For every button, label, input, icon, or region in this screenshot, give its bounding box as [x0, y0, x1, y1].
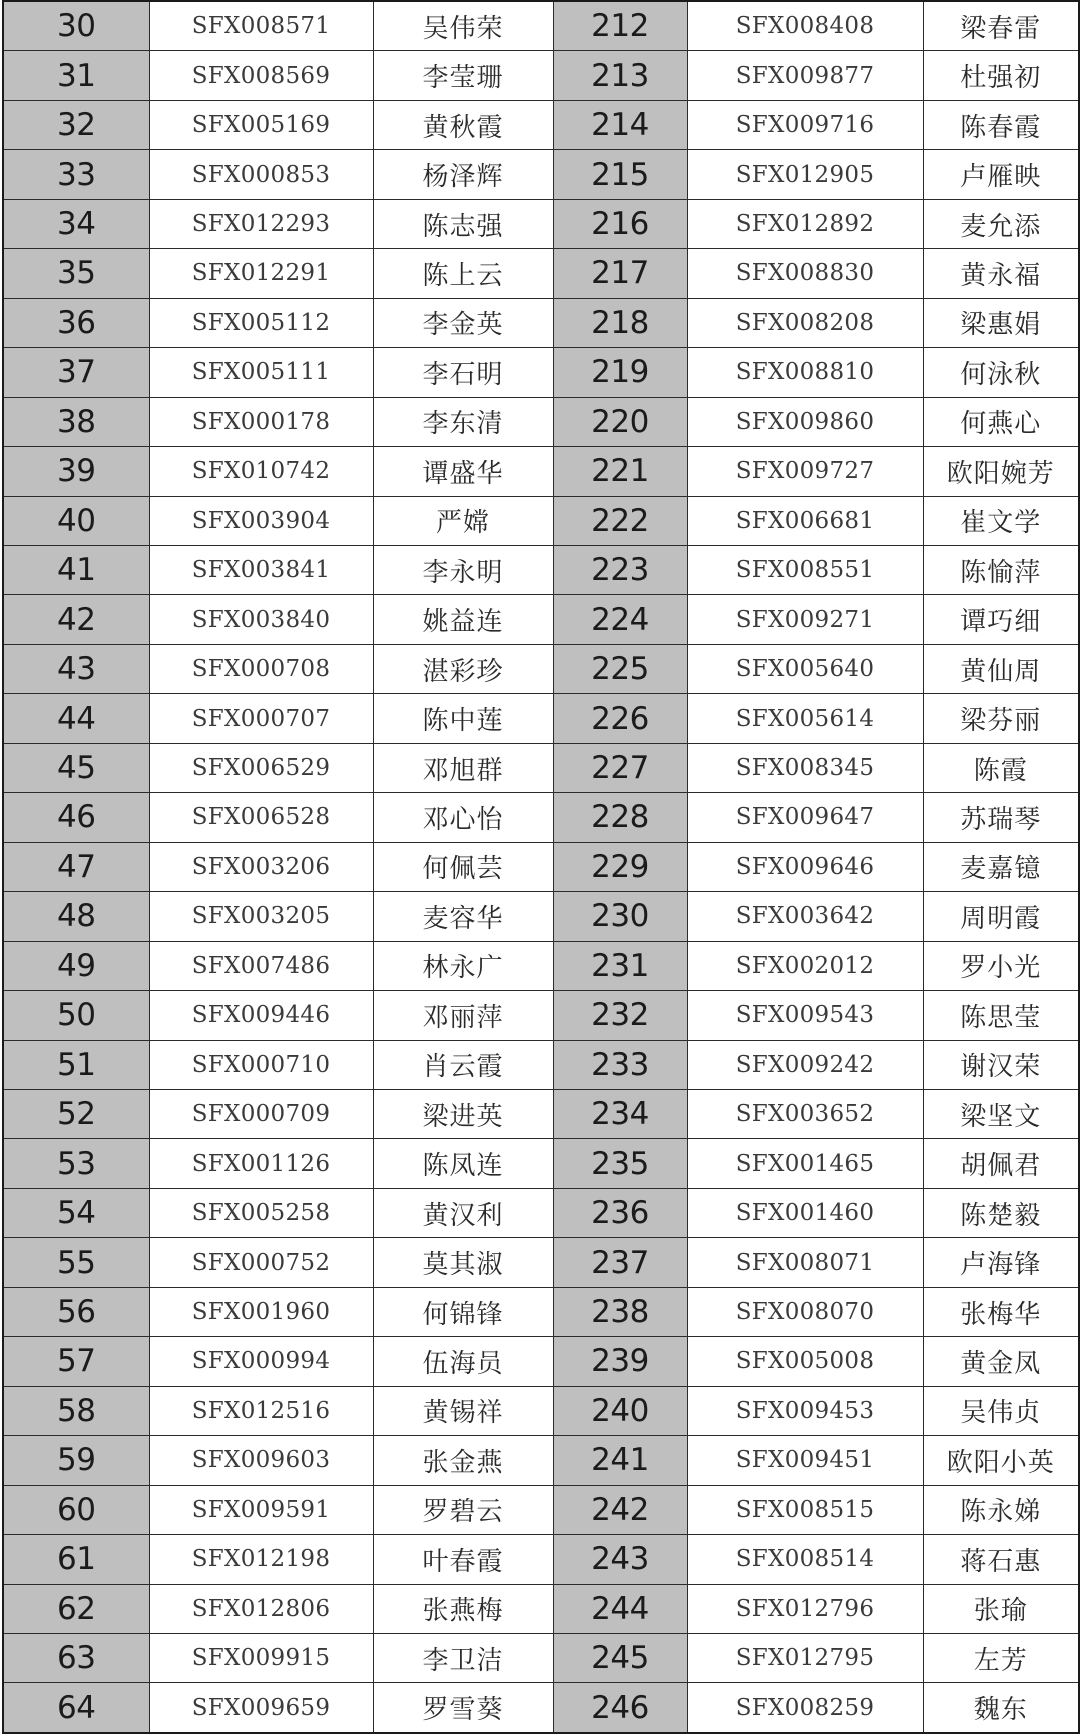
left-name-cell: 谭盛华: [373, 447, 553, 496]
left-number-cell: 56: [3, 1287, 149, 1336]
left-name-cell: 姚益连: [373, 595, 553, 644]
right-name-cell: 梁芬丽: [923, 694, 1079, 743]
left-number-cell: 36: [3, 298, 149, 347]
right-code-cell: SFX009860: [687, 397, 923, 446]
right-number-cell: 218: [553, 298, 687, 347]
right-code-cell: SFX009647: [687, 793, 923, 842]
table-row: [3, 644, 1079, 693]
right-name-cell: 罗小光: [923, 941, 1079, 990]
right-number-cell: 240: [553, 1386, 687, 1435]
left-code-cell: SFX003841: [149, 545, 373, 594]
table-row: [3, 496, 1079, 545]
left-code-cell: SFX003206: [149, 842, 373, 891]
right-number-cell: 244: [553, 1584, 687, 1633]
right-number-cell: 219: [553, 348, 687, 397]
left-name-cell: 肖云霞: [373, 1040, 553, 1089]
left-number-cell: 61: [3, 1535, 149, 1584]
left-name-cell: 邓丽萍: [373, 991, 553, 1040]
table-row: [3, 1683, 1079, 1733]
table-row: [3, 991, 1079, 1040]
left-number-cell: 45: [3, 743, 149, 792]
left-code-cell: SFX003904: [149, 496, 373, 545]
right-code-cell: SFX008551: [687, 545, 923, 594]
left-name-cell: 莫其淑: [373, 1238, 553, 1287]
right-number-cell: 216: [553, 199, 687, 248]
left-number-cell: 50: [3, 991, 149, 1040]
table-row: [3, 1633, 1079, 1682]
left-number-cell: 51: [3, 1040, 149, 1089]
right-number-cell: 215: [553, 150, 687, 199]
right-name-cell: 左芳: [923, 1633, 1079, 1682]
left-number-cell: 32: [3, 100, 149, 149]
left-name-cell: 严嫦: [373, 496, 553, 545]
left-code-cell: SFX009659: [149, 1683, 373, 1733]
left-code-cell: SFX012198: [149, 1535, 373, 1584]
right-code-cell: SFX009727: [687, 447, 923, 496]
right-code-cell: SFX008515: [687, 1485, 923, 1534]
left-name-cell: 何锦锋: [373, 1287, 553, 1336]
right-number-cell: 221: [553, 447, 687, 496]
left-name-cell: 李金英: [373, 298, 553, 347]
right-name-cell: 卢雁映: [923, 150, 1079, 199]
right-code-cell: SFX008830: [687, 249, 923, 298]
right-name-cell: 蒋石惠: [923, 1535, 1079, 1584]
right-number-cell: 222: [553, 496, 687, 545]
right-code-cell: SFX008208: [687, 298, 923, 347]
right-name-cell: 陈愉萍: [923, 545, 1079, 594]
right-code-cell: SFX008810: [687, 348, 923, 397]
right-name-cell: 张瑜: [923, 1584, 1079, 1633]
right-code-cell: SFX001460: [687, 1188, 923, 1237]
right-number-cell: 213: [553, 51, 687, 100]
right-number-cell: 245: [553, 1633, 687, 1682]
left-name-cell: 林永广: [373, 941, 553, 990]
table-row: [3, 249, 1079, 298]
left-name-cell: 李莹珊: [373, 51, 553, 100]
right-code-cell: SFX009716: [687, 100, 923, 149]
right-name-cell: 陈思莹: [923, 991, 1079, 1040]
left-code-cell: SFX000710: [149, 1040, 373, 1089]
left-code-cell: SFX007486: [149, 941, 373, 990]
left-code-cell: SFX000709: [149, 1089, 373, 1138]
left-name-cell: 陈上云: [373, 249, 553, 298]
right-name-cell: 谭巧细: [923, 595, 1079, 644]
right-name-cell: 欧阳婉芳: [923, 447, 1079, 496]
left-code-cell: SFX009591: [149, 1485, 373, 1534]
left-name-cell: 黄汉利: [373, 1188, 553, 1237]
right-number-cell: 227: [553, 743, 687, 792]
table-row: [3, 100, 1079, 149]
right-code-cell: SFX008259: [687, 1683, 923, 1733]
right-code-cell: SFX009543: [687, 991, 923, 1040]
left-name-cell: 何佩芸: [373, 842, 553, 891]
left-name-cell: 麦容华: [373, 892, 553, 941]
right-code-cell: SFX009646: [687, 842, 923, 891]
right-number-cell: 238: [553, 1287, 687, 1336]
left-code-cell: SFX012806: [149, 1584, 373, 1633]
left-name-cell: 张燕梅: [373, 1584, 553, 1633]
left-code-cell: SFX005169: [149, 100, 373, 149]
right-number-cell: 242: [553, 1485, 687, 1534]
right-number-cell: 232: [553, 991, 687, 1040]
right-code-cell: SFX001465: [687, 1139, 923, 1188]
right-code-cell: SFX009271: [687, 595, 923, 644]
right-number-cell: 234: [553, 1089, 687, 1138]
left-number-cell: 39: [3, 447, 149, 496]
table-row: [3, 150, 1079, 199]
right-code-cell: SFX003642: [687, 892, 923, 941]
left-number-cell: 64: [3, 1683, 149, 1733]
table-row: [3, 545, 1079, 594]
left-number-cell: 40: [3, 496, 149, 545]
right-code-cell: SFX005614: [687, 694, 923, 743]
right-name-cell: 黄永福: [923, 249, 1079, 298]
left-number-cell: 30: [3, 1, 149, 51]
left-code-cell: SFX005111: [149, 348, 373, 397]
left-code-cell: SFX005112: [149, 298, 373, 347]
right-name-cell: 梁坚文: [923, 1089, 1079, 1138]
table-row: [3, 892, 1079, 941]
left-code-cell: SFX000752: [149, 1238, 373, 1287]
table-row: [3, 1386, 1079, 1435]
left-number-cell: 53: [3, 1139, 149, 1188]
table-row: [3, 1, 1079, 51]
left-number-cell: 46: [3, 793, 149, 842]
member-list-table: [2, 0, 1080, 1734]
table-row: [3, 1139, 1079, 1188]
left-number-cell: 54: [3, 1188, 149, 1237]
left-name-cell: 李永明: [373, 545, 553, 594]
table-row: [3, 51, 1079, 100]
right-code-cell: SFX002012: [687, 941, 923, 990]
left-number-cell: 33: [3, 150, 149, 199]
left-code-cell: SFX009603: [149, 1436, 373, 1485]
left-number-cell: 52: [3, 1089, 149, 1138]
left-name-cell: 邓旭群: [373, 743, 553, 792]
left-code-cell: SFX006529: [149, 743, 373, 792]
right-number-cell: 235: [553, 1139, 687, 1188]
left-code-cell: SFX000707: [149, 694, 373, 743]
right-code-cell: SFX008514: [687, 1535, 923, 1584]
left-code-cell: SFX008569: [149, 51, 373, 100]
right-name-cell: 周明霞: [923, 892, 1079, 941]
table-row: [3, 743, 1079, 792]
left-code-cell: SFX003205: [149, 892, 373, 941]
right-name-cell: 陈永娣: [923, 1485, 1079, 1534]
left-name-cell: 黄秋霞: [373, 100, 553, 149]
right-number-cell: 237: [553, 1238, 687, 1287]
right-name-cell: 梁春雷: [923, 1, 1079, 51]
left-name-cell: 伍海员: [373, 1337, 553, 1386]
table-row: [3, 595, 1079, 644]
left-code-cell: SFX005258: [149, 1188, 373, 1237]
left-name-cell: 李石明: [373, 348, 553, 397]
table-row: [3, 447, 1079, 496]
right-number-cell: 217: [553, 249, 687, 298]
left-code-cell: SFX012516: [149, 1386, 373, 1435]
right-code-cell: SFX008070: [687, 1287, 923, 1336]
right-name-cell: 杜强初: [923, 51, 1079, 100]
table-row: [3, 1040, 1079, 1089]
left-name-cell: 陈志强: [373, 199, 553, 248]
right-name-cell: 吴伟贞: [923, 1386, 1079, 1435]
right-code-cell: SFX005008: [687, 1337, 923, 1386]
right-number-cell: 241: [553, 1436, 687, 1485]
left-code-cell: SFX009915: [149, 1633, 373, 1682]
left-number-cell: 31: [3, 51, 149, 100]
left-code-cell: SFX000853: [149, 150, 373, 199]
right-name-cell: 黄仙周: [923, 644, 1079, 693]
right-name-cell: 卢海锋: [923, 1238, 1079, 1287]
table-row: [3, 1337, 1079, 1386]
right-number-cell: 224: [553, 595, 687, 644]
left-number-cell: 35: [3, 249, 149, 298]
table-row: [3, 397, 1079, 446]
left-name-cell: 黄锡祥: [373, 1386, 553, 1435]
right-name-cell: 陈春霞: [923, 100, 1079, 149]
table-row: [3, 941, 1079, 990]
table-row: [3, 1584, 1079, 1633]
right-number-cell: 229: [553, 842, 687, 891]
left-name-cell: 李东清: [373, 397, 553, 446]
table-row: [3, 298, 1079, 347]
right-number-cell: 212: [553, 1, 687, 51]
right-name-cell: 何燕心: [923, 397, 1079, 446]
left-code-cell: SFX008571: [149, 1, 373, 51]
table-row: [3, 793, 1079, 842]
table-row: [3, 1089, 1079, 1138]
left-name-cell: 李卫洁: [373, 1633, 553, 1682]
table-body: [3, 1, 1079, 1733]
right-name-cell: 梁惠娟: [923, 298, 1079, 347]
table-row: [3, 1188, 1079, 1237]
left-name-cell: 陈中莲: [373, 694, 553, 743]
right-name-cell: 苏瑞琴: [923, 793, 1079, 842]
right-code-cell: SFX009242: [687, 1040, 923, 1089]
table-row: [3, 1485, 1079, 1534]
left-number-cell: 37: [3, 348, 149, 397]
left-number-cell: 49: [3, 941, 149, 990]
left-name-cell: 叶春霞: [373, 1535, 553, 1584]
left-name-cell: 杨泽辉: [373, 150, 553, 199]
right-code-cell: SFX009453: [687, 1386, 923, 1435]
left-number-cell: 48: [3, 892, 149, 941]
right-code-cell: SFX009877: [687, 51, 923, 100]
left-number-cell: 58: [3, 1386, 149, 1435]
right-name-cell: 陈楚毅: [923, 1188, 1079, 1237]
left-name-cell: 湛彩珍: [373, 644, 553, 693]
left-name-cell: 罗碧云: [373, 1485, 553, 1534]
table-row: [3, 348, 1079, 397]
left-code-cell: SFX001960: [149, 1287, 373, 1336]
right-code-cell: SFX005640: [687, 644, 923, 693]
right-number-cell: 246: [553, 1683, 687, 1733]
left-number-cell: 41: [3, 545, 149, 594]
right-number-cell: 220: [553, 397, 687, 446]
table-row: [3, 842, 1079, 891]
left-number-cell: 59: [3, 1436, 149, 1485]
left-code-cell: SFX010742: [149, 447, 373, 496]
right-number-cell: 226: [553, 694, 687, 743]
left-name-cell: 邓心怡: [373, 793, 553, 842]
right-code-cell: SFX009451: [687, 1436, 923, 1485]
right-number-cell: 236: [553, 1188, 687, 1237]
table-row: [3, 1287, 1079, 1336]
left-code-cell: SFX012293: [149, 199, 373, 248]
left-code-cell: SFX006528: [149, 793, 373, 842]
right-name-cell: 张梅华: [923, 1287, 1079, 1336]
left-code-cell: SFX009446: [149, 991, 373, 1040]
table-row: [3, 1535, 1079, 1584]
left-number-cell: 34: [3, 199, 149, 248]
right-name-cell: 谢汉荣: [923, 1040, 1079, 1089]
right-code-cell: SFX012795: [687, 1633, 923, 1682]
left-name-cell: 吴伟荣: [373, 1, 553, 51]
table-row: [3, 694, 1079, 743]
left-number-cell: 62: [3, 1584, 149, 1633]
right-name-cell: 何泳秋: [923, 348, 1079, 397]
right-code-cell: SFX008071: [687, 1238, 923, 1287]
left-name-cell: 罗雪葵: [373, 1683, 553, 1733]
left-number-cell: 57: [3, 1337, 149, 1386]
left-number-cell: 38: [3, 397, 149, 446]
right-code-cell: SFX012796: [687, 1584, 923, 1633]
left-number-cell: 44: [3, 694, 149, 743]
left-code-cell: SFX000178: [149, 397, 373, 446]
right-code-cell: SFX006681: [687, 496, 923, 545]
right-code-cell: SFX008408: [687, 1, 923, 51]
right-number-cell: 228: [553, 793, 687, 842]
table-row: [3, 1436, 1079, 1485]
left-code-cell: SFX001126: [149, 1139, 373, 1188]
right-number-cell: 233: [553, 1040, 687, 1089]
left-code-cell: SFX003840: [149, 595, 373, 644]
left-code-cell: SFX000708: [149, 644, 373, 693]
right-name-cell: 胡佩君: [923, 1139, 1079, 1188]
left-name-cell: 梁进英: [373, 1089, 553, 1138]
right-code-cell: SFX008345: [687, 743, 923, 792]
right-number-cell: 223: [553, 545, 687, 594]
left-name-cell: 张金燕: [373, 1436, 553, 1485]
table-row: [3, 1238, 1079, 1287]
left-number-cell: 60: [3, 1485, 149, 1534]
left-code-cell: SFX000994: [149, 1337, 373, 1386]
right-number-cell: 225: [553, 644, 687, 693]
right-name-cell: 欧阳小英: [923, 1436, 1079, 1485]
right-name-cell: 麦允添: [923, 199, 1079, 248]
right-number-cell: 243: [553, 1535, 687, 1584]
right-number-cell: 214: [553, 100, 687, 149]
left-number-cell: 42: [3, 595, 149, 644]
right-name-cell: 黄金凤: [923, 1337, 1079, 1386]
right-name-cell: 崔文学: [923, 496, 1079, 545]
right-number-cell: 239: [553, 1337, 687, 1386]
right-code-cell: SFX003652: [687, 1089, 923, 1138]
left-number-cell: 43: [3, 644, 149, 693]
right-code-cell: SFX012892: [687, 199, 923, 248]
left-number-cell: 63: [3, 1633, 149, 1682]
left-number-cell: 55: [3, 1238, 149, 1287]
right-number-cell: 230: [553, 892, 687, 941]
right-code-cell: SFX012905: [687, 150, 923, 199]
right-name-cell: 陈霞: [923, 743, 1079, 792]
left-code-cell: SFX012291: [149, 249, 373, 298]
left-name-cell: 陈凤连: [373, 1139, 553, 1188]
right-number-cell: 231: [553, 941, 687, 990]
left-number-cell: 47: [3, 842, 149, 891]
right-name-cell: 魏东: [923, 1683, 1079, 1733]
right-name-cell: 麦嘉镱: [923, 842, 1079, 891]
table-row: [3, 199, 1079, 248]
